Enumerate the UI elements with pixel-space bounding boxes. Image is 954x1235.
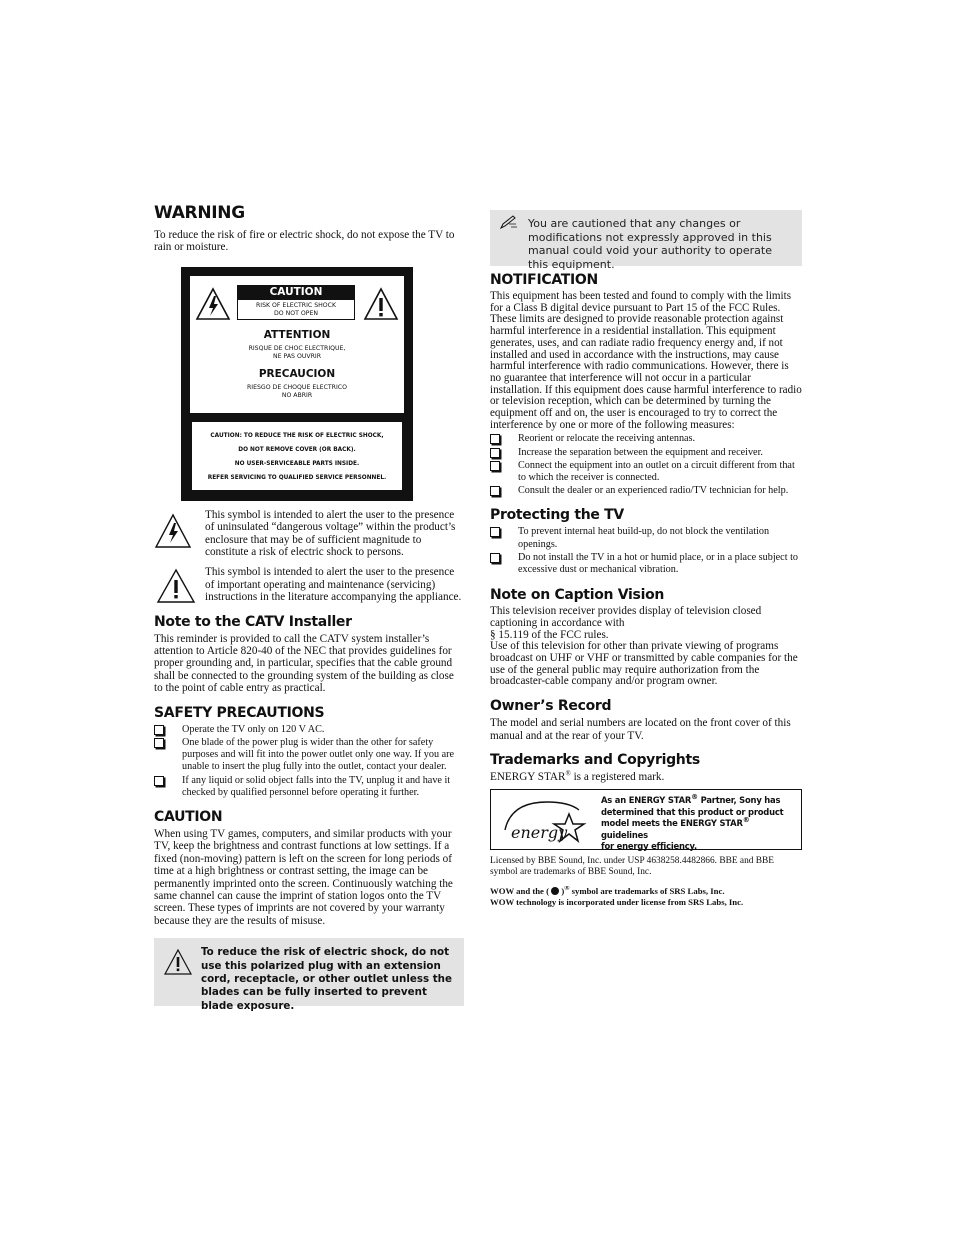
checkbox-bullet-icon <box>154 776 164 786</box>
bbe-text: Licensed by BBE Sound, Inc. under USP 4638258.4482866. BBE and BBE symbol are trademarks of BBE Sound, Inc. <box>490 856 775 878</box>
wow-line-1c: symbol are trademarks of SRS Labs, Inc. <box>569 886 725 897</box>
lower-line2: DO NOT REMOVE COVER (OR BACK). <box>238 446 356 453</box>
energy-logo-word: energy <box>511 823 568 843</box>
wow-text <box>490 886 800 907</box>
list-item <box>154 775 464 799</box>
energy-star-text <box>601 795 797 852</box>
energy-line-1 <box>601 795 797 806</box>
exclamation-triangle-icon <box>363 287 399 321</box>
exclamation-symbol-text: This symbol is intended to alert the user to the presence of important operating and maintenance (servicing) instructions in the literature accompanying the appliance. <box>205 566 462 604</box>
list-item-text: To prevent internal heat build-up, do not block the ventilation openings. <box>518 526 770 550</box>
wow-line-2: WOW technology is incorporated under license from SRS Labs, Inc. <box>490 897 744 907</box>
safety-heading: SAFETY PRECAUTIONS <box>154 704 325 721</box>
energy-star-logo <box>499 796 589 844</box>
owners-section <box>490 698 802 742</box>
energy-star-suffix: is a registered mark. <box>570 771 665 783</box>
registered-mark: ® <box>691 793 698 802</box>
energy-line-3a: model meets the ENERGY STAR <box>601 818 743 829</box>
list-item <box>490 433 802 445</box>
modification-note <box>490 210 802 271</box>
caption-section <box>490 587 802 688</box>
checkbox-bullet-icon <box>490 461 500 471</box>
energy-line-2: determined that this product or product <box>601 806 784 817</box>
trademarks-heading: Trademarks and Copyrights <box>490 752 700 768</box>
protecting-heading: Protecting the TV <box>490 507 624 524</box>
caption-text-1: This television receiver provides display of television closed captioning in accordance with <box>490 605 762 629</box>
list-item <box>490 485 802 497</box>
attention-line2: NE PAS OUVRIR <box>272 352 322 360</box>
lower-line3: NO USER-SERVICEABLE PARTS INSIDE. <box>234 460 360 467</box>
list-item <box>490 552 802 576</box>
attention-line1: RISQUE DE CHOC ELECTRIQUE, <box>248 344 346 352</box>
notification-list <box>490 433 802 497</box>
energy-line-3b: guidelines <box>601 829 648 840</box>
list-item <box>490 526 802 550</box>
checkbox-bullet-icon <box>490 448 500 458</box>
catv-section <box>154 614 464 695</box>
caption-text-3: Use of this television for other than private viewing of programs broadcast on UHF or VHF or transmitted by cable companies for the use of the general public may require authorization from the broadcaster-cable company and/or program owner. <box>490 640 798 688</box>
energy-star-box <box>490 789 802 850</box>
exclamation-triangle-icon <box>156 568 196 604</box>
polarized-plug-text: To reduce the risk of electric shock, do not use this polarized plug with an extension cord, receptacle, or other outlet unless the blades can be fully inserted to prevent blade exposure. <box>201 946 452 1012</box>
protecting-section <box>490 507 802 576</box>
energy-line-1b: Partner, Sony has <box>697 795 781 806</box>
protecting-list <box>490 526 802 576</box>
list-item <box>490 460 802 484</box>
lightning-triangle-icon <box>154 513 192 549</box>
caution-label-upper <box>190 276 404 413</box>
caution-banner: CAUTION <box>237 285 355 300</box>
modification-note-text: You are cautioned that any changes or modifications not expressly approved in this manual could void your authority to operate this equipment. <box>528 217 772 271</box>
checkbox-bullet-icon <box>490 527 500 537</box>
wow-line-1 <box>490 886 800 897</box>
energy-line-1a: As an ENERGY STAR <box>601 795 692 806</box>
energy-star-name: ENERGY STAR <box>490 771 566 783</box>
catv-text: This reminder is provided to call the CATV system installer’s attention to Article 820-40 of the NEC that provides guidelines for proper grounding and, in particular, specifies that the cable ground shall be connected to the grounding system of the building as close to the point of cable entry as practical. <box>154 632 454 695</box>
registered-mark: ® <box>565 769 571 778</box>
left-column <box>154 203 464 1012</box>
safety-list <box>154 724 464 799</box>
lightning-symbol-row <box>154 509 464 559</box>
caution-subtext-box <box>237 300 355 320</box>
exclamation-symbol-row <box>154 566 464 603</box>
warning-heading: WARNING <box>154 203 245 223</box>
checkbox-bullet-icon <box>490 434 500 444</box>
checkbox-bullet-icon <box>490 486 500 496</box>
precaucion-line1: RIESGO DE CHOQUE ELECTRICO <box>246 383 348 391</box>
wow-line-1a: WOW and the ( <box>490 886 549 897</box>
energy-star-line <box>490 771 802 783</box>
checkbox-bullet-icon <box>154 725 164 735</box>
wow-line-1b: ) <box>561 886 565 897</box>
catv-heading: Note to the CATV Installer <box>154 613 352 630</box>
lightning-symbol-text: This symbol is intended to alert the user to the presence of uninsulated “dangerous voltage” within the product’s enclosure that may be of sufficient magnitude to constitute a risk of electric shock to persons. <box>205 508 456 559</box>
registered-mark: ® <box>742 816 750 825</box>
lightning-triangle-icon <box>195 287 231 321</box>
caption-text-2: § 15.119 of the FCC rules. <box>490 628 609 641</box>
wow-circle-icon <box>551 887 559 895</box>
notification-text: This equipment has been tested and found to comply with the limits for a Class B digital device pursuant to Part 15 of the FCC Rules. These limits are designed to provide reasonable protection against harmful interference in a residential installation. This equipment generates, uses, and can radiate radio frequency energy and, if not installed and used in accordance with the instructions, may cause harmful interference with radio communications. However, there is no guarantee that interference will not occur in a particular installation. If this equipment does cause harmful interference to radio or television reception, which can be determined by turning the equipment off and on, the user is encouraged to try to correct the interference by one or more of the following measures: <box>490 290 802 431</box>
right-column <box>490 210 802 908</box>
caution-label-lower <box>192 422 402 490</box>
attention-heading: ATTENTION <box>263 328 331 341</box>
checkbox-bullet-icon <box>154 738 164 748</box>
list-item <box>490 447 802 459</box>
caution-line1: RISK OF ELECTRIC SHOCK <box>255 301 337 309</box>
safety-section <box>154 705 464 799</box>
trademarks-section <box>490 752 802 908</box>
caution-label <box>181 267 413 501</box>
list-item-text: If any liquid or solid object falls into the TV, unplug it and have it checked by qualified personnel before operating it further. <box>182 774 451 798</box>
list-item-text: Reorient or relocate the receiving antennas. <box>518 433 696 445</box>
list-item-text: Connect the equipment into an outlet on a circuit different from that to which the receiver is connected. <box>518 459 795 484</box>
pencil-note-icon <box>500 215 518 229</box>
energy-line-4: for energy efficiency. <box>601 841 698 852</box>
list-item-text: One blade of the power plug is wider than the other for safety purposes and will fit into the power outlet only one way. If you are unable to insert the plug fully into the outlet, contact your dealer. <box>182 736 455 773</box>
owners-heading: Owner’s Record <box>490 698 612 715</box>
lower-line1: CAUTION: TO REDUCE THE RISK OF ELECTRIC SHOCK, <box>210 432 384 439</box>
notification-heading: NOTIFICATION <box>490 272 598 288</box>
precaucion-heading: PRECAUCION <box>258 367 336 380</box>
energy-line-3 <box>601 818 797 841</box>
list-item-text: Operate the TV only on 120 V AC. <box>182 723 325 735</box>
checkbox-bullet-icon <box>490 553 500 563</box>
list-item-text: Consult the dealer or an experienced radio/TV technician for help. <box>518 485 789 497</box>
polarized-plug-note <box>154 938 464 1012</box>
warning-text: To reduce the risk of fire or electric shock, do not expose the TV to rain or moisture. <box>154 229 455 254</box>
caution-heading: CAUTION <box>154 808 223 825</box>
owners-text: The model and serial numbers are located on the front cover of this manual and at the rear of your TV. <box>490 717 791 742</box>
exclamation-triangle-icon <box>164 949 192 975</box>
caution-section <box>154 809 464 927</box>
lower-line4: REFER SERVICING TO QUALIFIED SERVICE PERSONNEL. <box>207 474 387 481</box>
list-item-text: Increase the separation between the equipment and receiver. <box>518 446 763 458</box>
list-item <box>154 737 464 774</box>
caution-line2: DO NOT OPEN <box>274 309 318 317</box>
notification-section <box>490 272 802 497</box>
caption-heading: Note on Caption Vision <box>490 587 665 604</box>
list-item <box>154 724 464 736</box>
registered-mark: ® <box>564 886 570 893</box>
list-item-text: Do not install the TV in a hot or humid place, or in a place subject to excessive dust or mechanical vibration. <box>518 551 799 576</box>
caution-text: When using TV games, computers, and similar products with your TV, keep the brightness and contrast functions at low settings. If a fixed (non-moving) pattern is left on the screen for long periods of time at a high brightness or contrast setting, the image can be permanently imprinted onto the screen. Continuously watching the same channel can cause the imprint of station logos onto the TV screen. These types of imprints are not covered by your warranty because they are the results of misuse. <box>154 827 453 927</box>
precaucion-line2: NO ABRIR <box>281 391 313 399</box>
